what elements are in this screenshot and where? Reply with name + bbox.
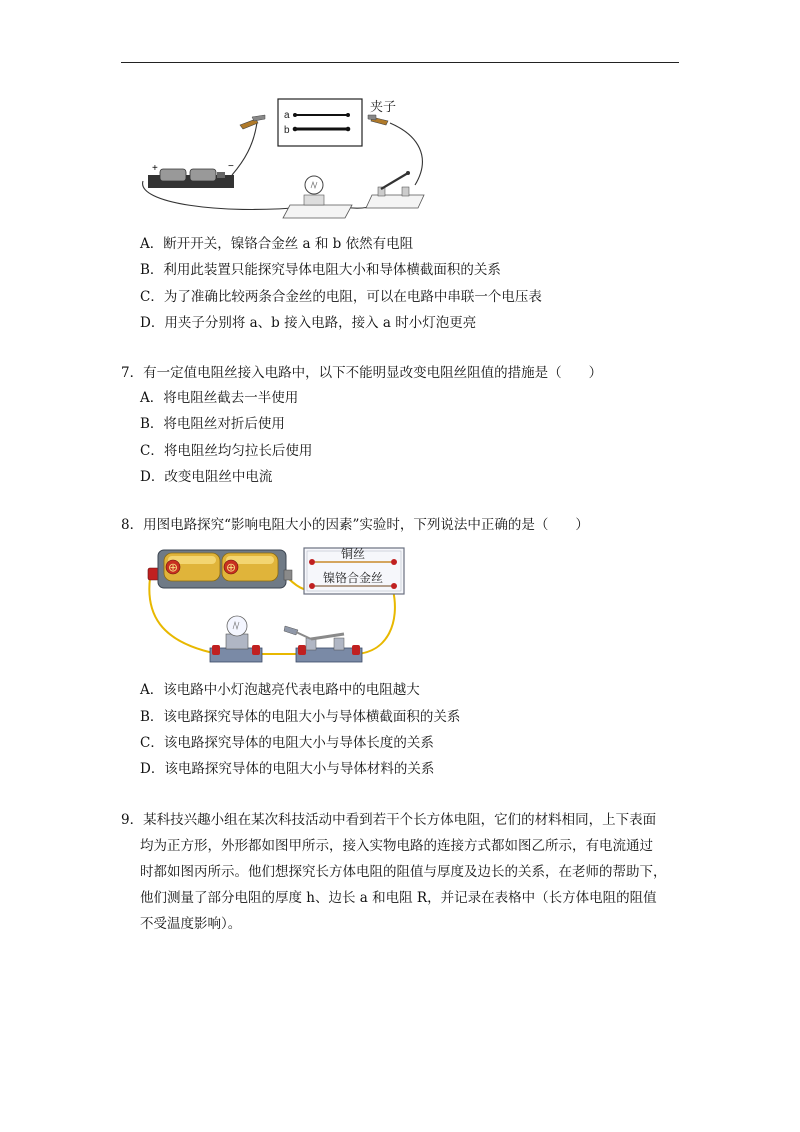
copper-wire-label: 铜丝 [340, 547, 366, 561]
circuit-figure-1 [140, 95, 440, 225]
lamp [283, 176, 352, 218]
clip-label: 夹子 [370, 100, 397, 115]
wire-board-2 [304, 546, 404, 594]
q7-option-d[interactable]: D．改变电阻丝中电流 [140, 469, 273, 485]
q6-option-b[interactable]: B．利用此装置只能探究导体电阻大小和导体横截面积的关系 [140, 262, 501, 278]
q9-line-3: 时都如图丙所示。他们想探究长方体电阻的阻值与厚度及边长的关系，在老师的帮助下， [140, 864, 667, 880]
svg-text:−: − [228, 161, 234, 172]
q8-option-a[interactable]: A．该电路中小灯泡越亮代表电路中的电阻越大 [140, 682, 420, 698]
q8-stem: 8．用图电路探究“影响电阻大小的因素”实验时，下列说法中正确的是（ ） [121, 517, 589, 533]
q6-option-d[interactable]: D．用夹子分别将 a、b 接入电路，接入 a 时小灯泡更亮 [140, 315, 477, 331]
q7-option-c[interactable]: C．将电阻丝均匀拉长后使用 [140, 443, 313, 459]
right-clip [368, 115, 388, 125]
q9-paragraph [121, 807, 681, 937]
wire-a-label: a [284, 110, 290, 121]
switch-2 [284, 626, 362, 662]
q8-option-d[interactable]: D．该电路探究导体的电阻大小与导体材料的关系 [140, 761, 435, 777]
header-rule [121, 62, 679, 63]
nichrome-wire-label: 镍铬合金丝 [322, 571, 384, 585]
q6-option-a[interactable]: A．断开开关，镍铬合金丝 a 和 b 依然有电阻 [140, 236, 414, 252]
q8-option-c[interactable]: C．该电路探究导体的电阻大小与导体长度的关系 [140, 735, 434, 751]
battery-pack [148, 550, 292, 588]
battery [148, 161, 234, 188]
q6-option-c[interactable]: C．为了准确比较两条合金丝的电阻，可以在电路中串联一个电压表 [140, 289, 542, 305]
lamp-2 [210, 616, 262, 662]
q7-option-a[interactable]: A．将电阻丝截去一半使用 [140, 390, 299, 406]
svg-text:+: + [152, 163, 158, 174]
plus-sign-2: ⊕ [225, 560, 237, 575]
q9-line-1: 9．某科技兴趣小组在某次科技活动中看到若干个长方体电阻，它们的材料相同，上下表面 [121, 812, 657, 828]
q7-stem: 7．有一定值电阻丝接入电路中，以下不能明显改变电阻丝阻值的措施是（ ） [121, 365, 603, 381]
q9-line-2: 均为正方形，外形都如图甲所示，接入实物电路的连接方式都如图乙所示，有电流通过 [140, 838, 653, 854]
q9-line-5: 不受温度影响）。 [140, 916, 242, 932]
q9-line-4: 他们测量了部分电阻的厚度 h、边长 a 和电阻 R，并记录在表格中（长方体电阻的阻值 [140, 890, 657, 906]
wire-board [278, 99, 362, 146]
plus-sign-1: ⊕ [167, 560, 179, 575]
q8-option-b[interactable]: B．该电路探究导体的电阻大小与导体横截面积的关系 [140, 709, 461, 725]
wire-b-label: b [284, 125, 290, 136]
q7-option-b[interactable]: B．将电阻丝对折后使用 [140, 416, 285, 432]
left-clip [240, 115, 265, 129]
switch [366, 171, 424, 208]
circuit-figure-2 [138, 542, 413, 672]
